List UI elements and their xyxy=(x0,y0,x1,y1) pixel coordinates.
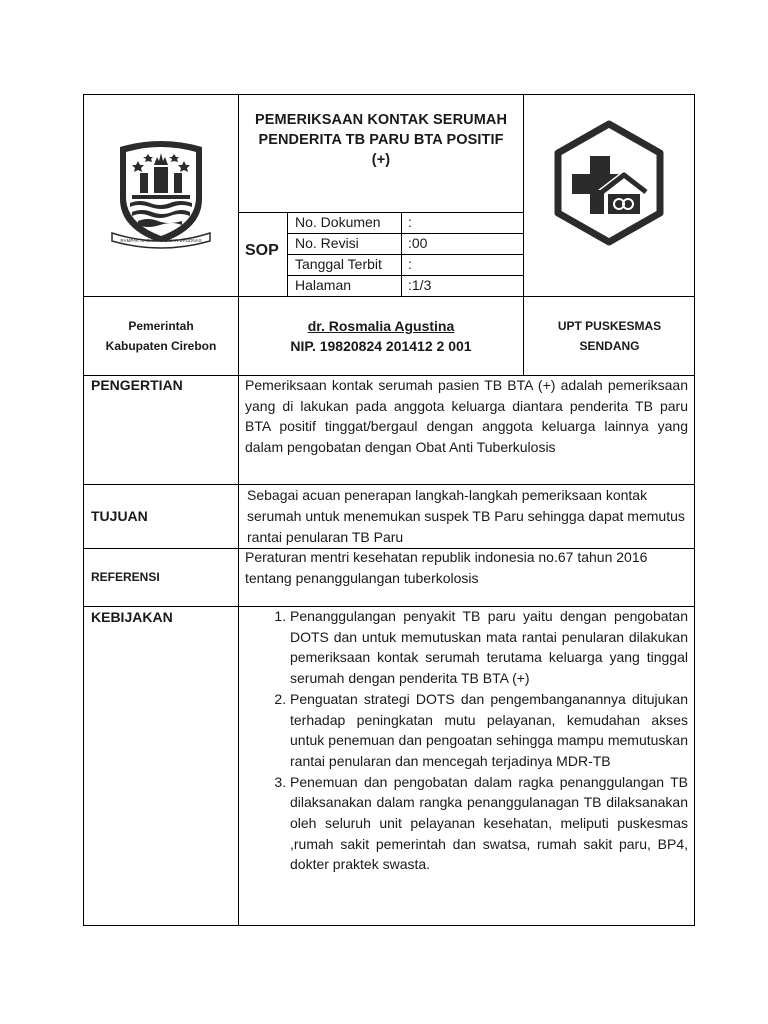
list-item: 2. Penguatan strategi DOTS dan pengembanganannya ditujukan terhadap peningkatan mutu pelayanan, kemudahan akses untuk penemuan dan pengoatan sehingga mampu memutuskan rantai penularan dan mencegah terjadinya MDR-TB xyxy=(290,689,688,772)
title-line: PENDERITA TB PARU BTA POSITIF xyxy=(258,132,504,148)
kebijakan-list xyxy=(245,606,688,875)
signer-block xyxy=(239,316,523,356)
header-divider-middle xyxy=(83,296,695,297)
signer-nip: NIP. 19820824 201412 2 001 xyxy=(290,338,472,354)
meta-value-halaman: :1/3 xyxy=(408,277,432,293)
sop-label: SOP xyxy=(245,242,279,259)
government-line: Pemerintah xyxy=(128,319,194,333)
meta-grid-divider xyxy=(401,212,402,296)
referensi-text: Peraturan mentri kesehatan republik indonesia no.67 tahun 2016 tentang penanggulangan tuberkolosis xyxy=(245,549,648,586)
government-label xyxy=(84,316,238,356)
meta-value-no-revisi: :00 xyxy=(408,235,428,251)
government-line: Kabupaten Cirebon xyxy=(105,339,217,353)
kebijakan-label: KEBIJAKAN xyxy=(91,609,173,625)
content-column-divider xyxy=(238,375,239,926)
pengertian-label: PENGERTIAN xyxy=(91,377,183,393)
title-line: (+) xyxy=(371,152,391,168)
document-title xyxy=(240,110,522,170)
meta-label-tanggal-terbit: Tanggal Terbit xyxy=(295,256,382,272)
kabupaten-cirebon-logo xyxy=(110,137,212,253)
meta-label-halaman: Halaman xyxy=(295,277,352,293)
meta-label-no-dokumen: No. Dokumen xyxy=(295,214,381,230)
meta-value-no-dokumen: : xyxy=(408,214,412,230)
meta-value-tanggal-terbit: : xyxy=(408,256,412,272)
title-line: PEMERIKSAAN KONTAK SERUMAH xyxy=(254,112,508,128)
pengertian-text: Pemeriksaan kontak serumah pasien TB BTA (+) adalah pemeriksaan yang di lakukan pada anggota keluarga diantara penderita TB paru BTA positif tinggat/bergaul dengan anggota keluarga lainnya yang dalam pengobatan dengan Obat Anti Tuberkulosis xyxy=(245,377,688,455)
puskesmas-logo xyxy=(548,120,670,246)
meta-grid-divider xyxy=(287,212,288,296)
list-item: 1. Penanggulangan penyakit TB paru yaitu dengan pengobatan DOTS dan untuk memutuskan mata rantai penularan dilakukan pemeriksaan kontak serumah terutama keluarga yang tinggal serumah dengan penderita TB BTA (+) xyxy=(290,606,688,689)
tujuan-label: TUJUAN xyxy=(91,508,148,524)
meta-label-no-revisi: No. Revisi xyxy=(295,235,359,251)
list-item: 3. Penemuan dan pengobatan dalam ragka penanggulangan TB dilaksanakan dalam rangka penanggulanagan TB dilaksanakan oleh seluruh unit pelayanan kesehatan, meliputi puskesmas ,rumah sakit pemerintah dan swatsa, rumah sakit paru, BP4, dokter praktek swasta. xyxy=(290,772,688,876)
unit-label xyxy=(524,316,695,356)
unit-line: UPT PUSKESMAS xyxy=(557,319,662,333)
signer-name: dr. Rosmalia Agustina xyxy=(307,318,455,334)
tujuan-text: Sebagai acuan penerapan langkah-langkah pemeriksaan kontak serumah untuk menemukan suspek TB Paru sehingga dapat memutus rantai penularan TB Paru xyxy=(247,487,685,545)
unit-line: SENDANG xyxy=(579,339,640,353)
logo-motto: RAMPAK NAGA HABIB DAN BRUDNAS xyxy=(120,238,202,243)
referensi-label: REFERENSI xyxy=(91,570,160,584)
